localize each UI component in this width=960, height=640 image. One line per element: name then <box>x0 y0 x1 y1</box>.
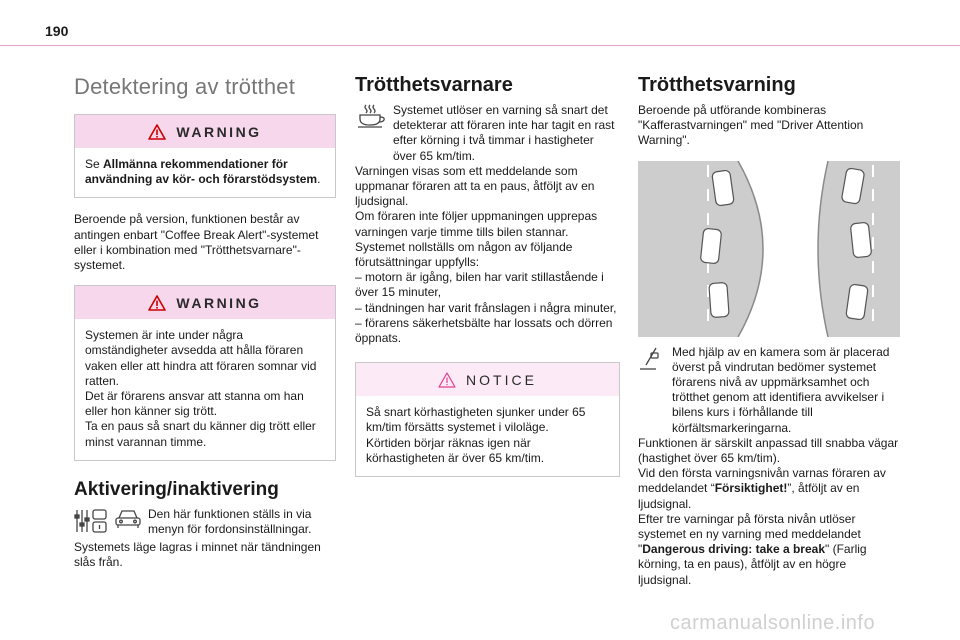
camera-text: Med hjälp av en kamera som är placerad överst på vindrutan bedömer systemet förarens nivå av uppmärksamhet och trötthet genom att identifiera avvikelser i bilens kurs i förhållande till körfältsmarkeringarna. <box>672 344 890 435</box>
notice-label: NOTICE <box>466 371 537 388</box>
section-title-fatigue-detection: Detektering av trötthet <box>74 74 296 99</box>
activation-memory-text: Systemets läge lagras i minnet när tändningen slås från. <box>74 539 321 570</box>
notice-text: Så snart körhastigheten sjunker under 65 km/tim försätts systemet i viloläge. Körtiden börjar räknas igen när körhastigheten är över 65 km/tim. <box>366 405 586 465</box>
warning-box-2 <box>74 285 336 461</box>
driver-attention-intro: Beroende på utförande kombineras "Kafferastvarningen" med "Driver Attention Warning". <box>638 103 864 148</box>
coffee-reset-text: Systemet nollställs om någon av följande förutsättningar uppfylls: <box>355 239 573 270</box>
footer-watermark: carmanualsonline.info <box>670 612 876 634</box>
column-3 <box>638 60 900 588</box>
warning-text-post: . <box>317 172 321 187</box>
warning-box-1 <box>74 114 336 198</box>
warning-text-1 <box>75 148 335 197</box>
warning-header <box>75 115 335 148</box>
top-rule <box>0 45 960 46</box>
first-level-text <box>638 466 900 512</box>
coffee-intro-text: Systemet utlöser en varning så snart det detekterar att föraren inte har tagit en rast efter körning i två timmar i hastigheter över 65 km/tim. <box>393 103 615 163</box>
settings-menu-icon <box>74 507 108 540</box>
warning-triangle-icon <box>148 124 166 140</box>
second-level-pre: Efter tre varningar på första nivån utlöser systemet en ny varning med meddelandet " <box>638 511 861 557</box>
warning-text-pre: Se <box>85 157 104 171</box>
second-level-post: " (Farlig körning, ta en paus), åtföljt av en högre ljudsignal. <box>638 542 867 587</box>
second-level-text <box>638 512 900 588</box>
page-number: 190 <box>45 23 69 39</box>
warning-text-bold: Allmänna rekommendationer för användning av kör- och förarstödsystem <box>85 157 318 187</box>
camera-icon <box>638 345 666 378</box>
coffee-repeat-text: Om föraren inte följer uppmaningen upprepas varningen varje timme tills bilen stannar. <box>355 209 598 239</box>
list-item: – förarens säkerhetsbälte har lossats och dörren öppnats. <box>355 315 613 346</box>
activation-row <box>74 507 336 540</box>
lane-drift-illustration <box>638 161 900 337</box>
activation-text: Den här funktionen ställs in via menyn för fordonsinställningar. <box>148 506 312 537</box>
column-2 <box>355 60 620 491</box>
warning-header <box>75 286 335 319</box>
coffee-message-text: Varningen visas som ett meddelande som uppmanar föraren att ta en paus, åtföljt av en ljudsignal. <box>355 163 595 209</box>
coffee-intro-row <box>355 103 620 164</box>
warning-text-2: Systemen är inte under några omständigheter avsedda att hålla föraren vaken eller att hindra att föraren somnar vid ratten. Det är förarens ansvar att stanna om han eller hon känner sig trött. Ta en paus så snart du känner dig trött eller minst varannan timme. <box>85 328 317 449</box>
warning-label: WARNING <box>176 123 262 140</box>
second-level-bold: Dangerous driving: take a break <box>642 542 825 557</box>
first-level-pre: Vid den första varningsnivån varnas föraren av meddelandet “ <box>638 466 886 496</box>
warning-triangle-icon <box>148 295 166 311</box>
fast-roads-text: Funktionen är särskilt anpassad till snabba vägar (hastighet över 65 km/tim). <box>638 435 899 466</box>
first-level-post: ”, åtföljt av en ljudsignal. <box>638 481 860 511</box>
notice-box <box>355 362 620 477</box>
camera-row <box>638 345 900 436</box>
notice-triangle-icon <box>438 372 456 388</box>
list-item: – tändningen har varit frånslagen i några minuter, <box>355 300 617 315</box>
list-item: – motorn är igång, bilen har varit stillastående i över 15 minuter, <box>355 270 604 300</box>
column-1 <box>74 60 336 570</box>
coffee-cup-icon <box>355 103 387 134</box>
section-title-activation: Aktivering/inaktivering <box>74 478 279 500</box>
version-paragraph: Beroende på version, funktionen består av antingen enbart "Coffee Break Alert"-systemet eller i kombination med "Trötthetsvarnare"-systemet. <box>74 212 319 273</box>
warning-label: WARNING <box>176 294 262 311</box>
first-level-bold: Försiktighet! <box>714 481 788 496</box>
section-title-driver-attention: Trötthetsvarning <box>638 74 796 96</box>
car-icon <box>114 507 142 536</box>
notice-header <box>356 363 619 396</box>
section-title-coffee-break: Trötthetsvarnare <box>355 74 513 96</box>
